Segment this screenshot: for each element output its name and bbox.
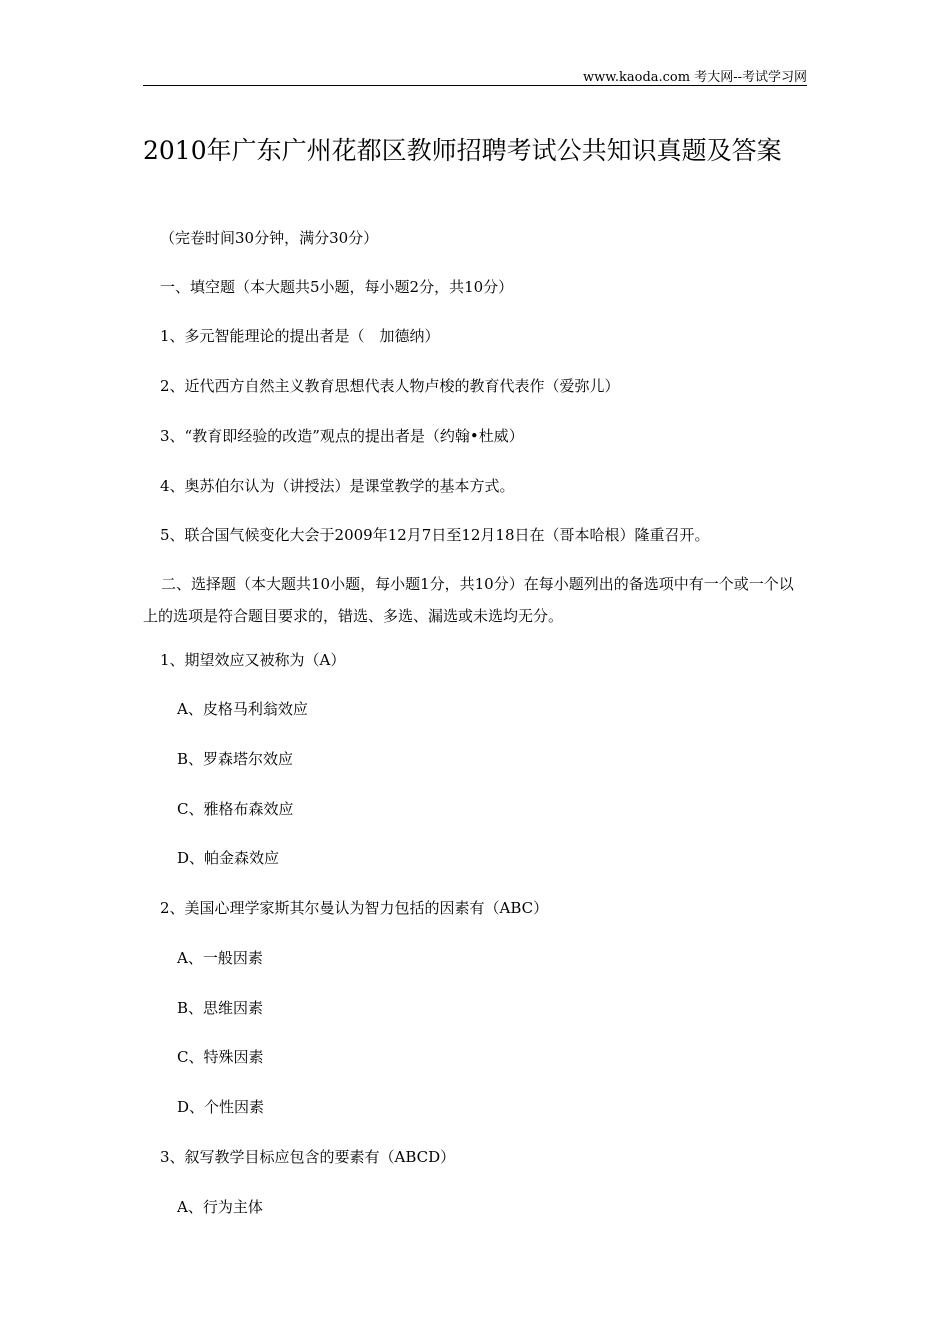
fill-item: 5、联合国气候变化大会于2009年12月7日至12月18日在（哥本哈根）隆重召开。 bbox=[160, 526, 710, 544]
fill-item: 4、奥苏伯尔认为（讲授法）是课堂教学的基本方式。 bbox=[160, 477, 515, 495]
section2-heading: 二、选择题（本大题共10小题，每小题1分，共10分）在每小题列出的备选项中有一个或一个以上的选项是符合题目要求的，错选、多选、漏选或未选均无分。 bbox=[143, 575, 794, 625]
question-option: B、思维因素 bbox=[177, 999, 264, 1017]
header-divider bbox=[143, 85, 807, 86]
question-option: A、皮格马利翁效应 bbox=[177, 700, 308, 718]
document-title: 2010年广东广州花都区教师招聘考试公共知识真题及答案 bbox=[143, 136, 782, 165]
question-option: C、雅格布森效应 bbox=[177, 800, 294, 818]
fill-item: 3、“教育即经验的改造”观点的提出者是（约翰•杜威） bbox=[160, 427, 524, 445]
section1-heading: 一、填空题（本大题共5小题，每小题2分，共10分） bbox=[160, 278, 514, 296]
question-option: D、个性因素 bbox=[177, 1098, 265, 1116]
question-option: B、罗森塔尔效应 bbox=[177, 750, 294, 768]
question-option: D、帕金森效应 bbox=[177, 849, 280, 867]
question-stem: 3、叙写教学目标应包含的要素有（ABCD） bbox=[160, 1148, 456, 1166]
question-option: A、一般因素 bbox=[177, 949, 263, 967]
fill-item: 2、近代西方自然主义教育思想代表人物卢梭的教育代表作（爱弥儿） bbox=[160, 377, 620, 395]
page-header-site: www.kaoda.com 考大网--考试学习网 bbox=[583, 70, 807, 85]
question-stem: 2、美国心理学家斯其尔曼认为智力包括的因素有（ABC） bbox=[160, 899, 549, 917]
exam-intro: （完卷时间30分钟，满分30分） bbox=[160, 229, 379, 247]
question-stem: 1、期望效应又被称为（A） bbox=[160, 651, 346, 669]
fill-item: 1、多元智能理论的提出者是（ 加德纳） bbox=[160, 327, 440, 345]
question-option: A、行为主体 bbox=[177, 1198, 263, 1216]
question-option: C、特殊因素 bbox=[177, 1048, 264, 1066]
